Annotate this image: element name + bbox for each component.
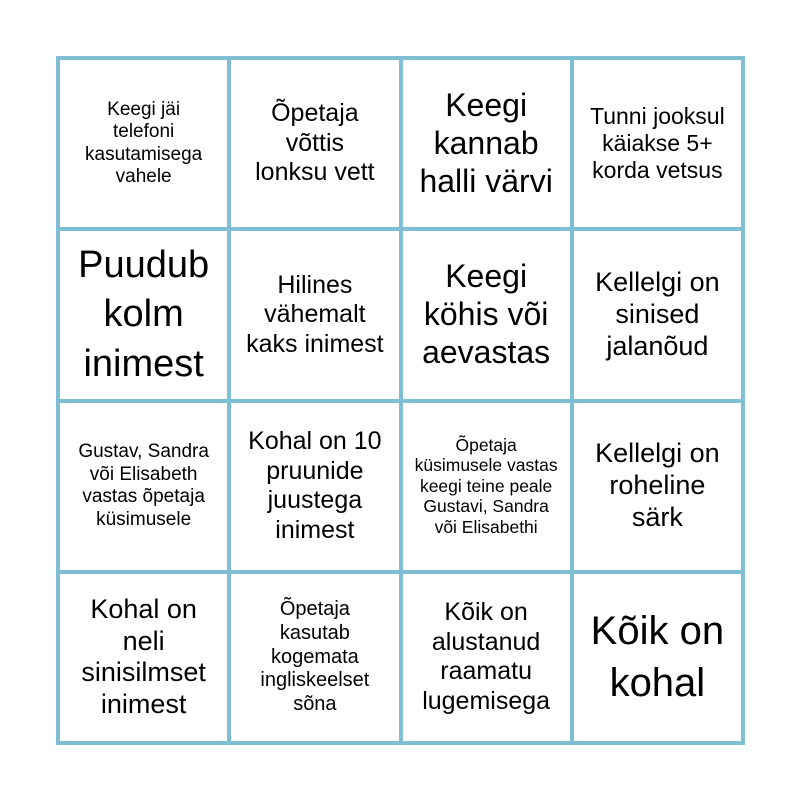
bingo-cell[interactable]: [60, 574, 227, 741]
bingo-cell-text: Kohal on 10 pruunide juustega inimest: [248, 427, 382, 544]
bingo-cell[interactable]: [403, 403, 570, 570]
bingo-board: [56, 56, 745, 745]
bingo-cell[interactable]: [403, 574, 570, 741]
bingo-cell-text: Kõik on kohal: [590, 609, 725, 706]
bingo-cell-text: Keegi köhis või aevastas: [422, 258, 551, 370]
bingo-cell[interactable]: [574, 574, 741, 741]
bingo-cell[interactable]: [574, 231, 741, 398]
bingo-cell-text: Kohal on neli sinisilmset inimest: [81, 593, 206, 720]
bingo-cell[interactable]: [403, 60, 570, 227]
bingo-cell[interactable]: [60, 60, 227, 227]
bingo-cell[interactable]: [231, 574, 398, 741]
bingo-cell[interactable]: [231, 403, 398, 570]
bingo-cell[interactable]: [574, 403, 741, 570]
bingo-cell[interactable]: [403, 231, 570, 398]
bingo-cell-text: Õpetaja küsimusele vastas keegi teine peale Gustavi, Sandra või Elisabethi: [414, 434, 558, 538]
bingo-cell-text: Õpetaja võttis lonksu vett: [255, 99, 375, 187]
bingo-cell-text: Õpetaja kasutab kogemata ingliskeelset sõna: [260, 598, 370, 715]
bingo-cell[interactable]: [231, 231, 398, 398]
bingo-cell[interactable]: [60, 231, 227, 398]
bingo-cell-text: Puudub kolm inimest: [78, 243, 210, 385]
bingo-cell[interactable]: [231, 60, 398, 227]
bingo-cell-text: Kellelgi on sinised jalanõud: [595, 267, 720, 361]
bingo-cell-text: Tunni jooksul käiakse 5+ korda vetsus: [590, 102, 725, 184]
bingo-cell-text: Keegi kannab halli värvi: [419, 87, 553, 199]
bingo-cell-text: Keegi jäi telefoni kasutamisega vahele: [85, 98, 203, 188]
bingo-cell-text: Kellelgi on roheline särk: [595, 438, 720, 533]
bingo-cell-text: Kõik on alustanud raamatu lugemisega: [422, 598, 551, 715]
bingo-cell[interactable]: [574, 60, 741, 227]
bingo-cell-text: Hilines vähemalt kaks inimest: [246, 270, 384, 358]
bingo-cell[interactable]: [60, 403, 227, 570]
bingo-cell-text: Gustav, Sandra või Elisabeth vastas õpetaja küsimusele: [78, 441, 209, 530]
